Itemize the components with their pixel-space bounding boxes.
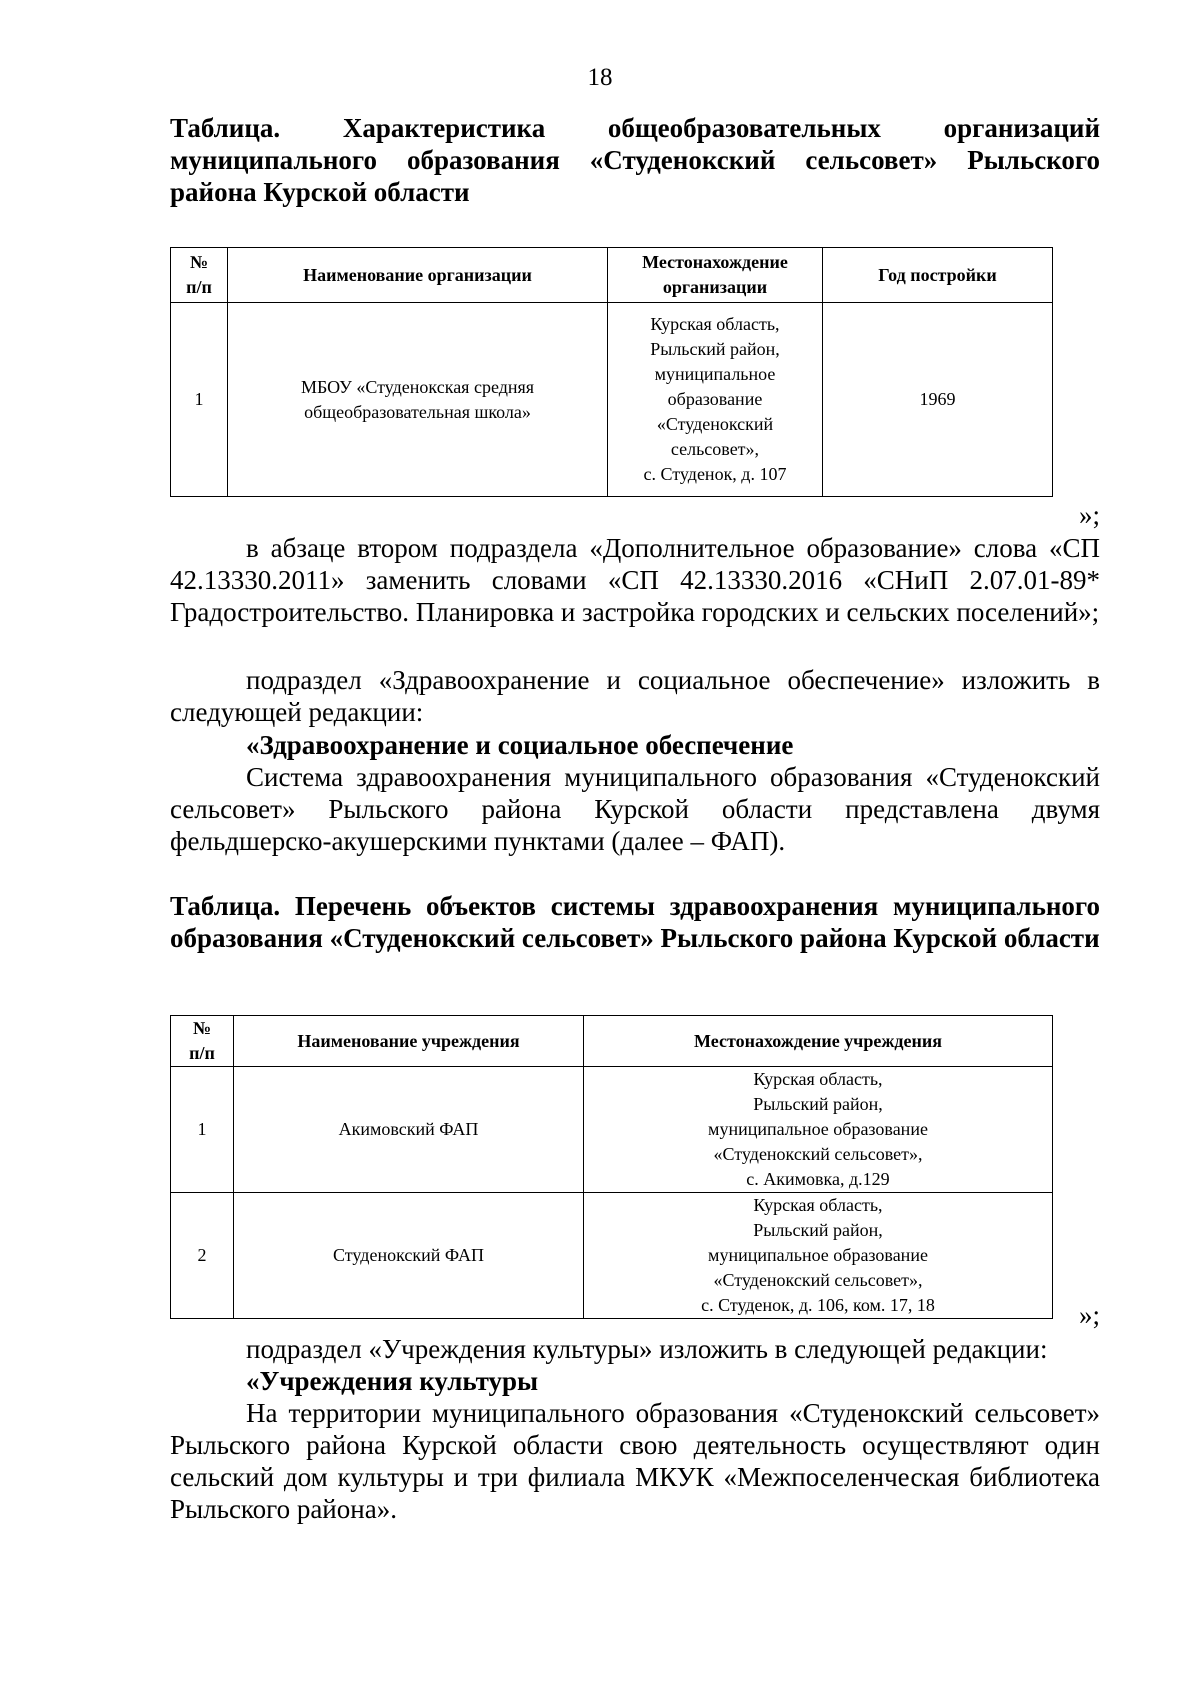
paragraph-culture-intro: подраздел «Учреждения культуры» изложить в следующей редакции: [246,1334,1048,1364]
cell-institution-name: Студенокский ФАП [234,1193,584,1319]
header-institution-name: Наименование учреждения [234,1016,584,1067]
cell-year: 1969 [823,303,1053,497]
cell-num: 2 [171,1193,234,1319]
heading-culture: «Учреждения культуры [246,1366,539,1396]
heading-healthcare: «Здравоохранение и социальное обеспечение [246,730,794,760]
cell-institution-name: Акимовский ФАП [234,1067,584,1193]
page-number: 18 [587,64,613,91]
paragraph-additional-education: в абзаце втором подраздела «Дополнительное образование» слова «СП 42.13330.2011» заменить словами «СП 42.13330.2016 «СНиП 2.07.01-89* Градостроительство. Планировка и застройка городских и сельских поселений»; [170,533,1100,627]
paragraph-culture-body: На территории муниципального образования «Студенокский сельсовет» Рыльского района Курской области свою деятельность осуществляют один сельский дом культуры и три филиала МКУК «Межпоселенческая библиотека Рыльского района». [170,1398,1100,1524]
cell-num: 1 [171,303,228,497]
table2-closing-quote: »; [1078,1300,1100,1330]
cell-org-name: МБОУ «Студенокская средняя общеобразовательная школа» [228,303,608,497]
table-header-row [171,248,1053,303]
header-org-location: Местонахождение организации [608,248,823,303]
table1-caption: Таблица. Характеристика общеобразовательных организаций муниципального образования «Студенокский сельсовет» Рыльского района Курской области [170,113,1100,207]
cell-org-location: Курская область, Рыльский район, муниципальное образование «Студенокский сельсовет», с. Студенок, д. 107 [608,303,823,497]
schools-table [170,247,1053,497]
table1-closing-quote: »; [1078,500,1100,530]
cell-num: 1 [171,1067,234,1193]
table-row [171,1193,1053,1319]
header-num: № п/п [171,248,228,303]
table-row [171,303,1053,497]
paragraph-healthcare-intro: подраздел «Здравоохранение и социальное обеспечение» изложить в следующей редакции: [170,665,1100,727]
header-year: Год постройки [823,248,1053,303]
cell-institution-location: Курская область, Рыльский район, муниципальное образование «Студенокский сельсовет», с. Акимовка, д.129 [584,1067,1053,1193]
cell-institution-location: Курская область, Рыльский район, муниципальное образование «Студенокский сельсовет», с. Студенок, д. 106, ком. 17, 18 [584,1193,1053,1319]
healthcare-table [170,1015,1053,1319]
header-num: № п/п [171,1016,234,1067]
table-header-row [171,1016,1053,1067]
header-org-name: Наименование организации [228,248,608,303]
table2-caption: Таблица. Перечень объектов системы здравоохранения муниципального образования «Студенокский сельсовет» Рыльского района Курской области [170,891,1100,953]
paragraph-healthcare-system: Система здравоохранения муниципального образования «Студенокский сельсовет» Рыльского района Курской области представлена двумя фельдшерско-акушерскими пунктами (далее – ФАП). [170,762,1100,856]
table-row [171,1067,1053,1193]
header-institution-location: Местонахождение учреждения [584,1016,1053,1067]
